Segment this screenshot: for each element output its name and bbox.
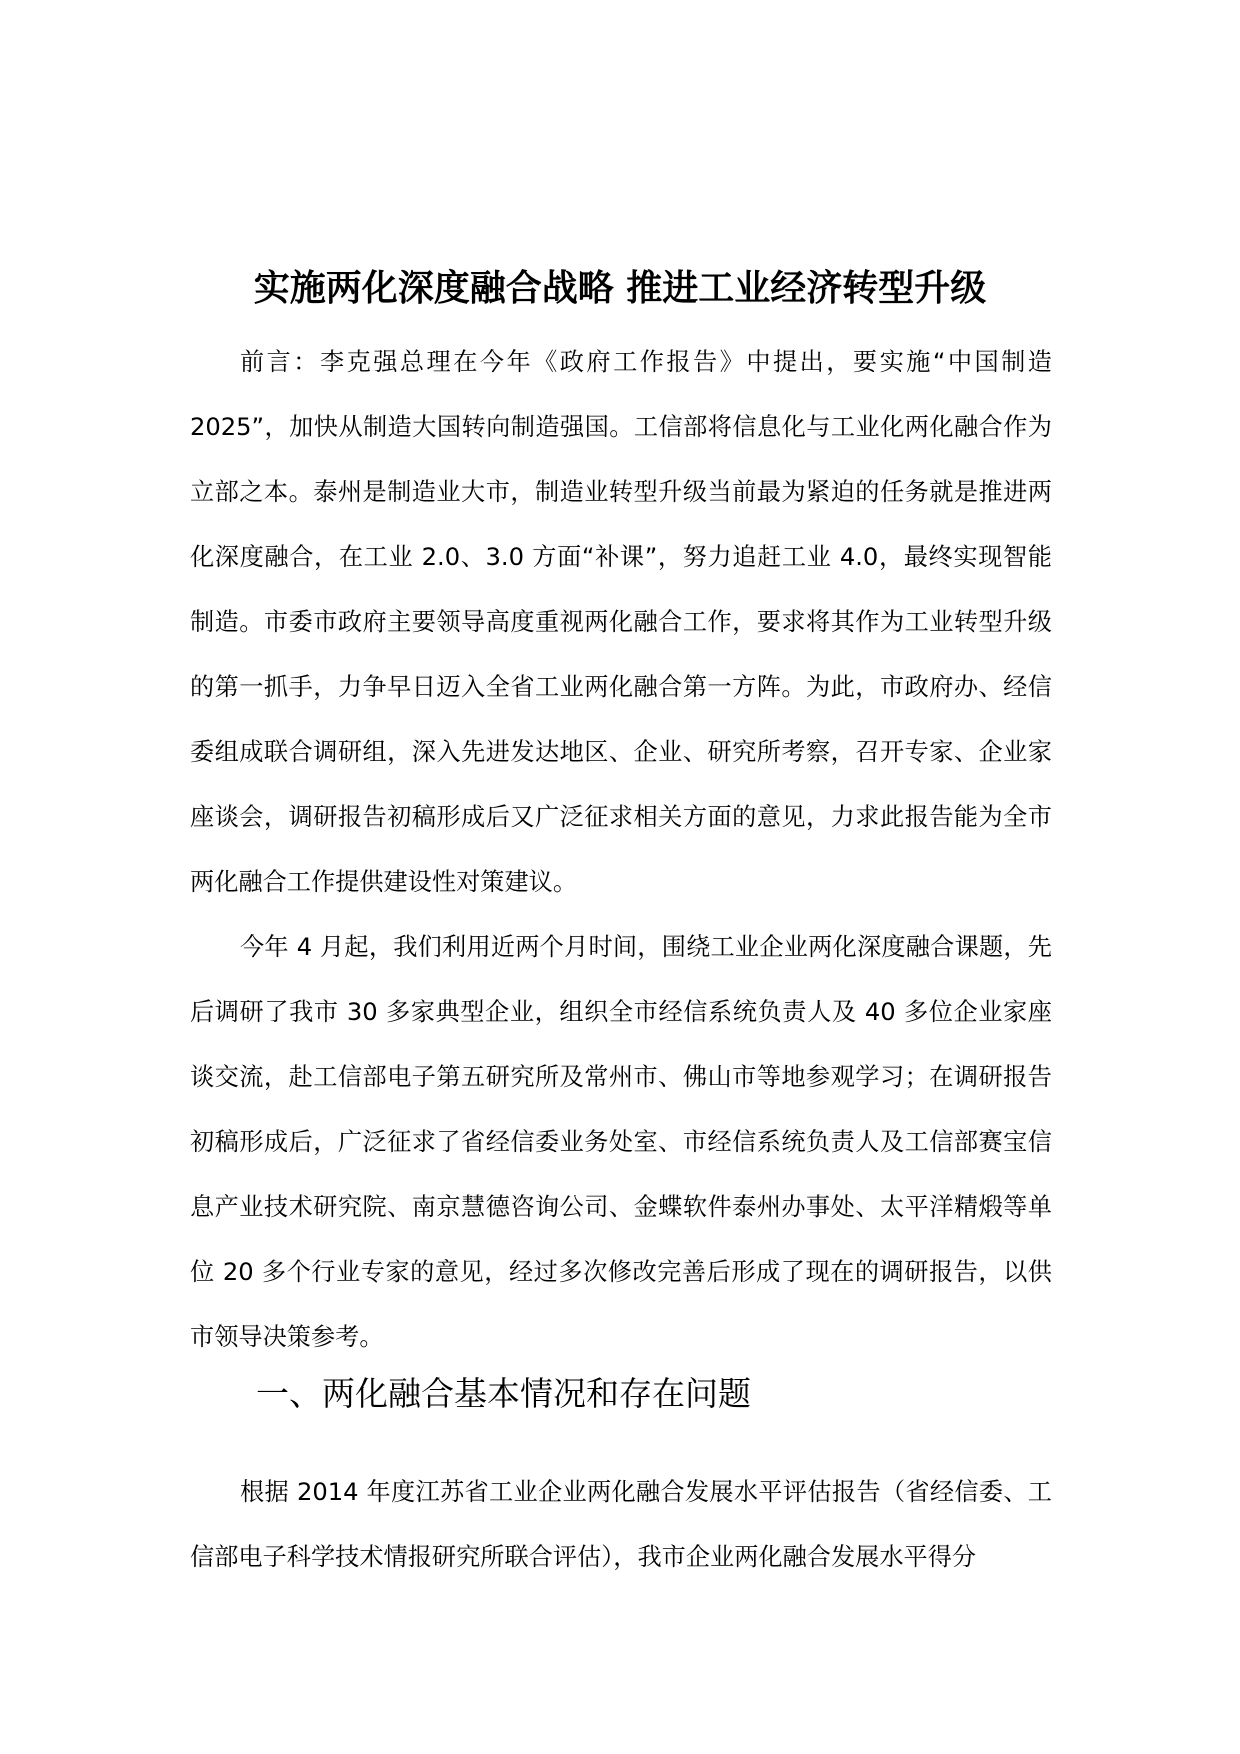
document-title: 实施两化深度融合战略 推进工业经济转型升级 — [253, 268, 987, 310]
section-heading: 一、两化融合基本情况和存在问题 — [256, 1374, 751, 1413]
preface-paragraph: 前言：李克强总理在今年《政府工作报告》中提出，要实施“中国制造 2025”，加快从制造大国转向制造强国。工信部将信息化与工业化两化融合作为立部之本。泰州是制造业大市，制造业转型升级当前最为紧迫的任务就是推进两化深度融合，在工业 2.0、3.0 方面“补课”，努力追赶工业 4.0，最终实现智能制造。市委市政府主要领导高度重视两化融合工作，要求将其作为工业转型升级的第一抓手，力争早日迈入全省工业两化融合第一方阵。为此，市政府办、经信委组成联合调研组，深入先进发达地区、企业、研究所考察，召开专家、企业家座谈会，调研报告初稿形成后又广泛征求相关方面的意见，力求此报告能为全市两化融合工作提供建设性对策建议。 — [190, 348, 1052, 896]
section-paragraph: 根据 2014 年度江苏省工业企业两化融合发展水平评估报告（省经信委、工信部电子科学技术情报研究所联合评估），我市企业两化融合发展水平得分 — [190, 1478, 1052, 1571]
research-process-paragraph: 今年 4 月起，我们利用近两个月时间，围绕工业企业两化深度融合课题，先后调研了我市 30 多家典型企业，组织全市经信系统负责人及 40 多位企业家座谈交流，赴工信部电子第五研究所及常州市、佛山市等地参观学习；在调研报告初稿形成后，广泛征求了省经信委业务处室、市经信系统负责人及工信部赛宝信息产业技术研究院、南京慧德咨询公司、金蝶软件泰州办事处、太平洋精煅等单位 20 多个行业专家的意见，经过多次修改完善后形成了现在的调研报告，以供市领导决策参考。 — [190, 933, 1052, 1351]
